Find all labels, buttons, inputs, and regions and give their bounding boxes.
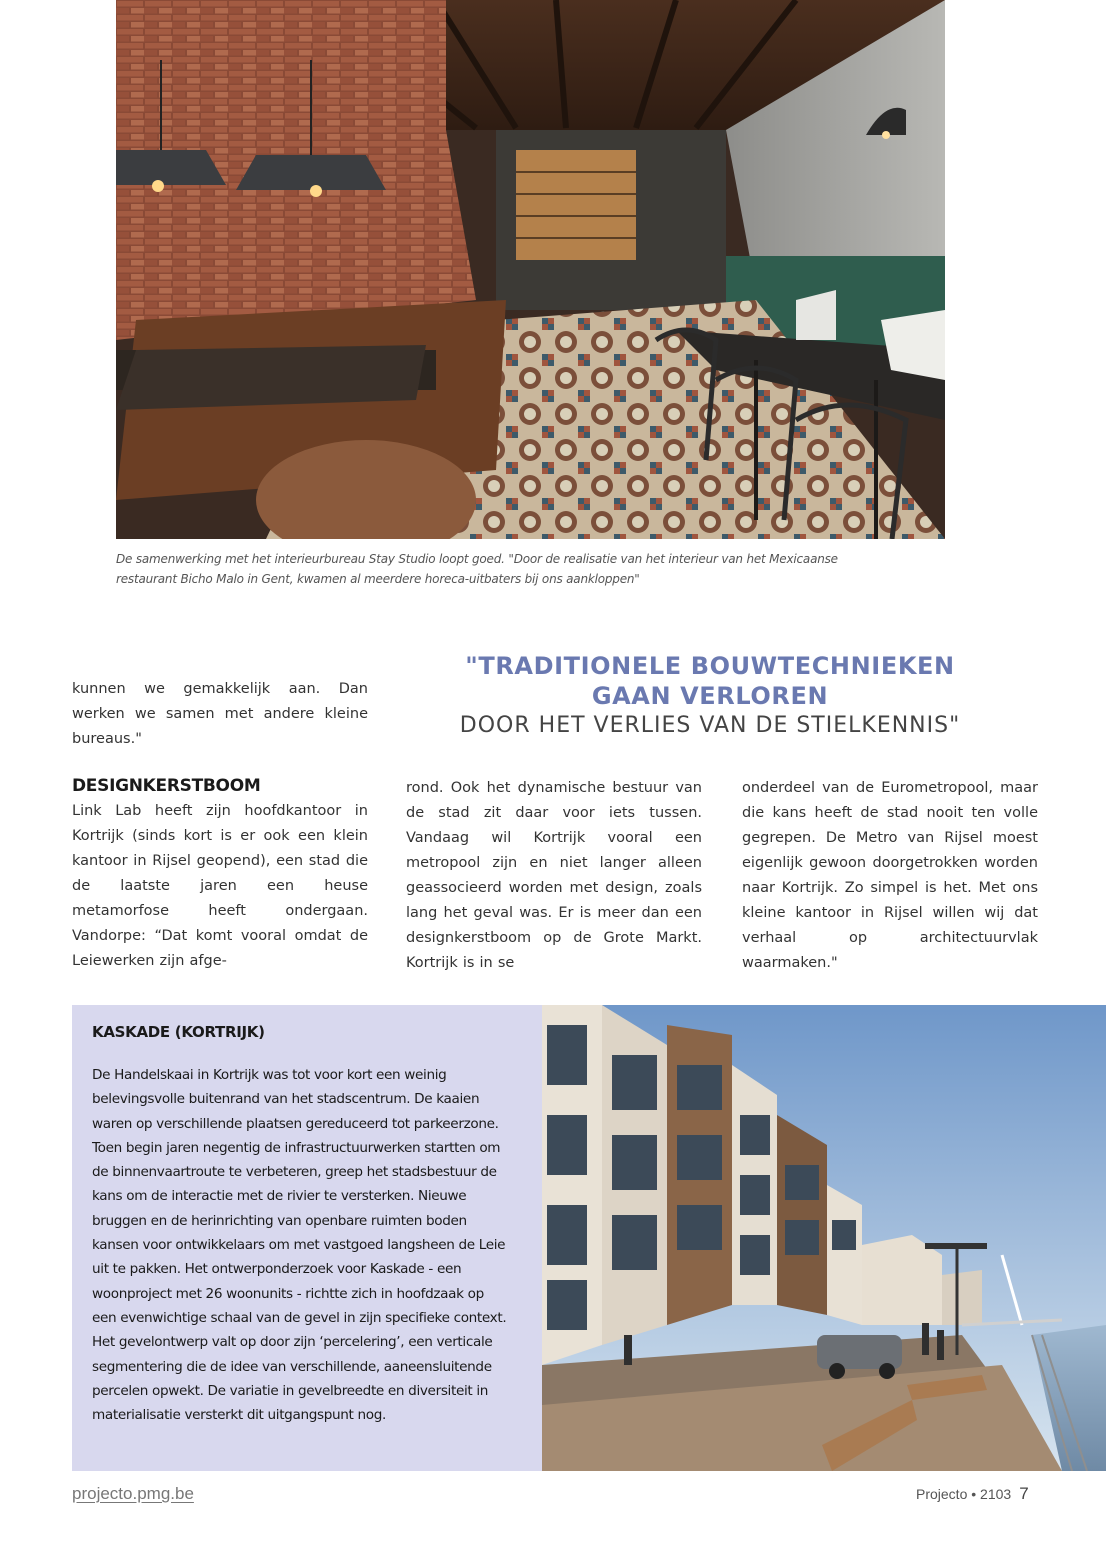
pull-quote-line-2: GAAN VERLOREN <box>591 682 829 710</box>
restaurant-photo <box>116 0 945 539</box>
kaskade-rendering <box>542 1005 1106 1471</box>
section-heading: DESIGNKERSTBOOM <box>72 776 261 796</box>
caption-line-2: restaurant Bicho Malo in Gent, kwamen al meerdere horeca-uitbaters bij ons aankloppen" <box>116 572 640 586</box>
kaskade-text: De Handelskaai in Kortrijk was tot voor kort een weinig belevingsvolle buitenrand van het stadscentrum. De kaaien waren op verschillende plaatsen gereduceerd tot parkeerzone. Toen begin jaren negentig de infrastructuurwerken startten om de binnenvaartroute te verbeteren, greep het stadsbestuur de kans om de interactie met de rivier te versterken. Nieuwe bruggen en de herinrichting van openbare ruimten boden kansen voor ontwikkelaars om met vastgoed langsheen de Leie uit te pakken. Het ontwerponderzoek voor Kaskade - een woonproject met 26 woonunits - richtte zich in hoofdzaak op een evenwichtige schaal van de gevel in zijn specifieke context. Het gevelontwerp valt op door zijn ‘percelering’, een verticale segmentering die de idee van verschillende, aaneensluitende percelen opwekt. De variatie in gevelbreedte en diversiteit in materialisatie versterkt dit uitgangspunt nog. <box>92 1067 507 1424</box>
article-column-left-top <box>72 677 368 752</box>
website-link[interactable]: projecto.pmg.be <box>72 1484 194 1503</box>
photo-caption <box>116 549 876 589</box>
article-paragraph: onderdeel van de Eurometropool, maar die kans heeft de stad nooit ten volle gegrepen. De Metro van Rijsel moest eigenlijk gewoon doorgetrokken worden naar Kortrijk. Zo simpel is het. Met ons kleine kantoor in Rijsel willen wij dat verhaal op architectuurvlak waarmaken." <box>742 780 1038 971</box>
pull-quote-line-1: "TRADITIONELE BOUWTECHNIEKEN <box>465 652 955 680</box>
article-paragraph-continuation: kunnen we gemakkelijk aan. Dan werken we samen met andere kleine bureaus." <box>72 681 368 747</box>
kaskade-illustration <box>542 1005 1106 1471</box>
kaskade-title: KASKADE (KORTRIJK) <box>92 1023 265 1041</box>
article-column-left <box>72 773 368 974</box>
page-number: 7 <box>1019 1484 1029 1503</box>
article-paragraph: Link Lab heeft zijn hoofdkantoor in Kortrijk (sinds kort is er ook een klein kantoor in Rijsel geopend), een stad die de laatste jaren een heuse metamorfose heeft ondergaan. Vandorpe: “Dat komt vooral omdat de Leiewerken zijn afge- <box>72 803 368 969</box>
footer-issue <box>916 1484 1029 1504</box>
pull-quote-line-3: DOOR HET VERLIES VAN DE STIELKENNIS" <box>459 713 961 738</box>
article-paragraph: rond. Ook het dynamische bestuur van de stad zit daar voor iets tussen. Vandaag wil Kortrijk vooral een metropool zijn en niet langer alleen geassocieerd worden met design, zoals lang het geval was. Er is meer dan een designkerstboom op de Grote Markt. Kortrijk is in se <box>406 780 702 971</box>
article-column-right <box>742 776 1038 976</box>
restaurant-illustration <box>116 0 945 539</box>
article-column-middle <box>406 776 702 976</box>
issue-label: Projecto • 2103 <box>916 1486 1012 1502</box>
kaskade-sidebar <box>72 1005 542 1471</box>
pull-quote <box>430 651 990 741</box>
caption-line-1: De samenwerking met het interieurbureau Stay Studio loopt goed. "Door de realisatie van het interieur van het Mexicaanse <box>116 552 838 566</box>
